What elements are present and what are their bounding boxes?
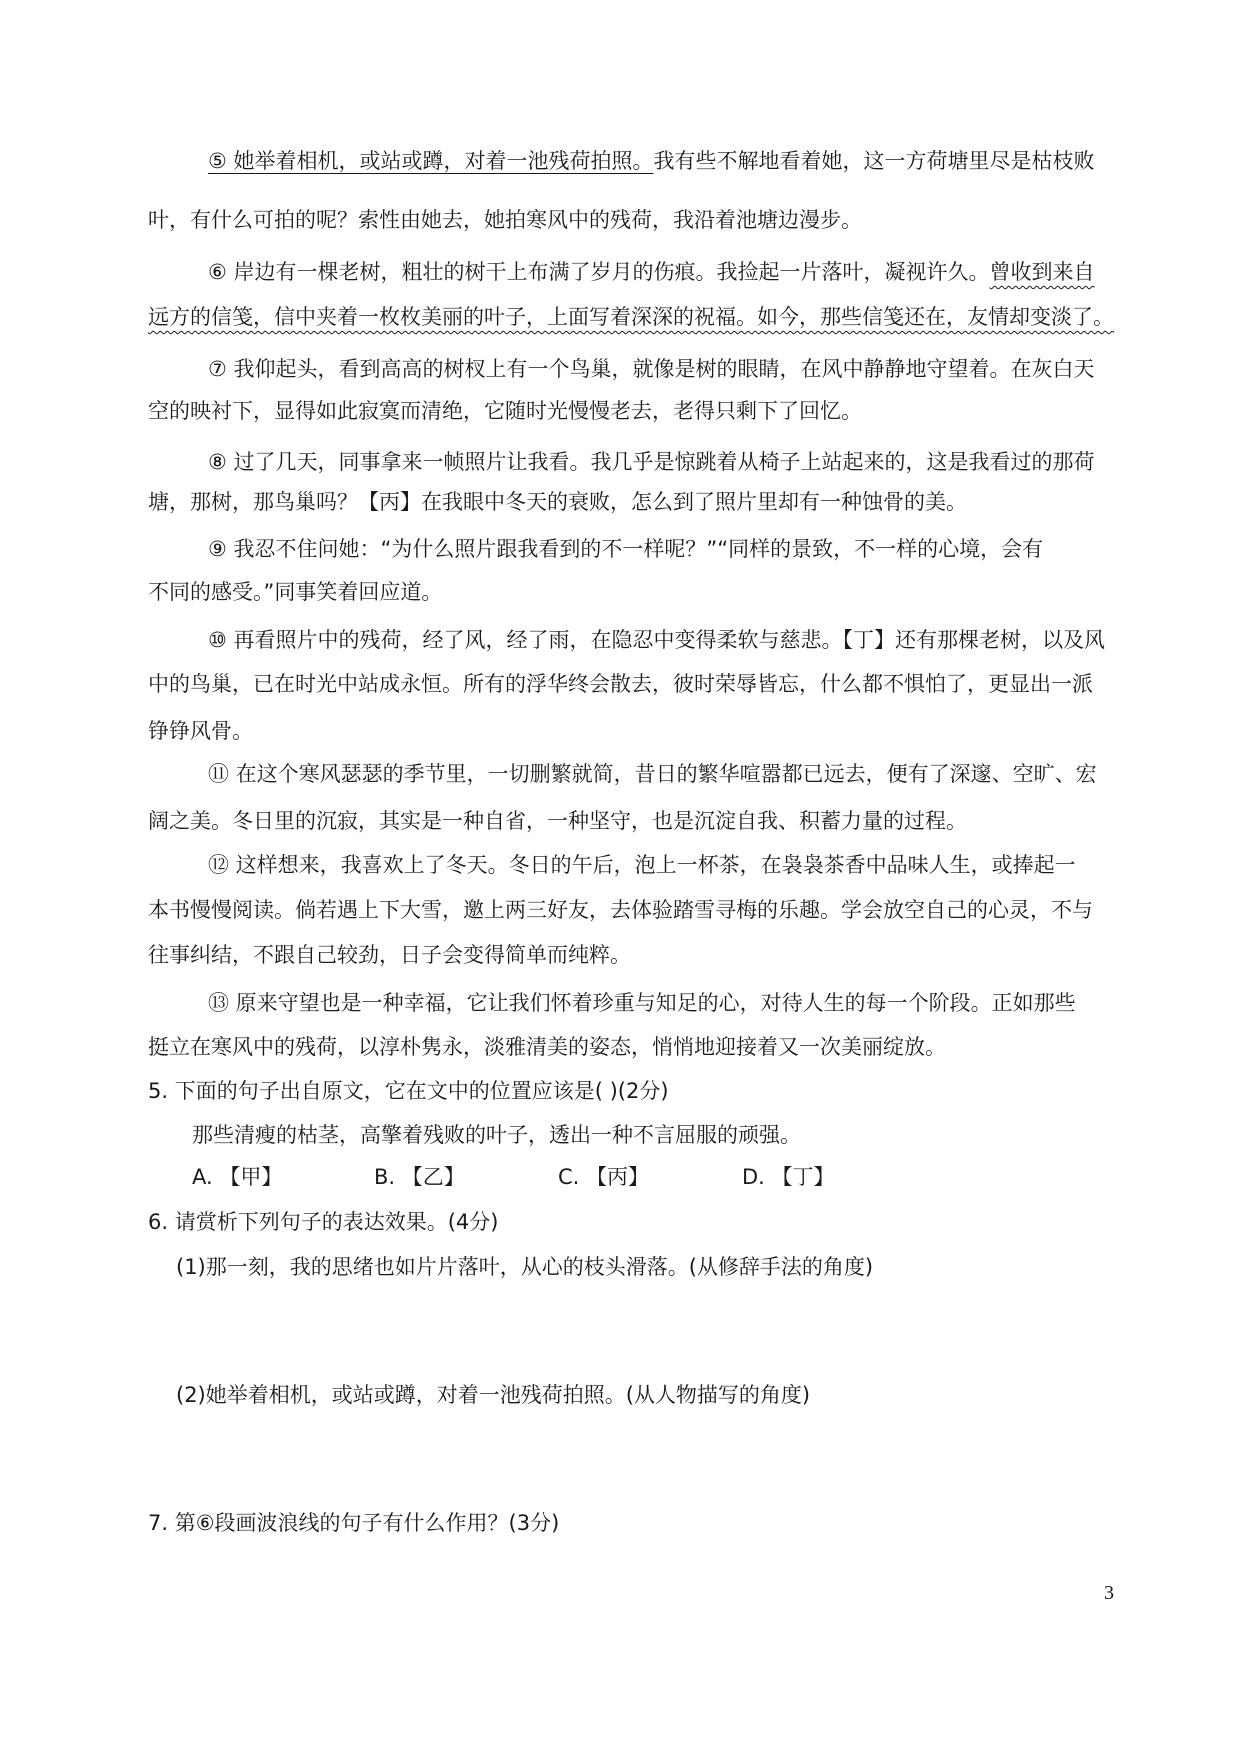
question-6-sub-2: (2)她举着相机，或站或蹲，对着一池残荷拍照。(从人物描写的角度) <box>176 1383 811 1407</box>
para-12-line-3: 往事纠结，不跟自己较劲，日子会变得简单而纯粹。 <box>148 943 631 967</box>
para-6-line-1: ⑥ 岸边有一棵老树，粗壮的树干上布满了岁月的伤痕。我捡起一片落叶，凝视许久。曾收到来自 <box>208 260 1095 284</box>
para-8-line-1: ⑧ 过了几天，同事拿来一帧照片让我看。我几乎是惊跳着从椅子上站起来的，这是我看过的那荷 <box>208 450 1095 474</box>
para-8-line-2: 塘，那树，那鸟巢吗？【丙】在我眼中冬天的衰败，怎么到了照片里却有一种蚀骨的美。 <box>148 490 967 514</box>
question-6-sub-1: (1)那一刻，我的思绪也如片片落叶，从心的枝头滑落。(从修辞手法的角度) <box>176 1255 874 1279</box>
para-10-line-2: 中的鸟巢，已在时光中站成永恒。所有的浮华终会散去，彼时荣辱皆忘，什么都不惧怕了，更显出一派 <box>148 672 1093 696</box>
para-6-line-2 <box>148 302 1114 332</box>
question-7-stem: 7. 第⑥段画波浪线的句子有什么作用？(3分) <box>148 1511 560 1535</box>
option-d: D. 【丁】 <box>742 1165 835 1189</box>
para-10-line-1: ⑩ 再看照片中的残荷，经了风，经了雨，在隐忍中变得柔软与慈悲。【丁】还有那棵老树，以及风 <box>208 628 1105 652</box>
para-10-line-3: 铮铮风骨。 <box>148 719 253 743</box>
para-7-line-2: 空的映衬下，显得如此寂寞而清绝，它随时光慢慢老去，老得只剩下了回忆。 <box>148 399 862 423</box>
wavy-sentence-part-2: 远方的信笺，信中夹着一枚枚美丽的叶子，上面写着深深的祝福。如今，那些信笺还在，友情却变淡了。 <box>148 305 1114 329</box>
option-a: A. 【甲】 <box>192 1165 283 1189</box>
para-5-line-1: ⑤ 她举着相机，或站或蹲，对着一池残荷拍照。我有些不解地看着她，这一方荷塘里尽是枯枝败 <box>208 149 1095 173</box>
para-12-line-1: ⑫ 这样想来，我喜欢上了冬天。冬日的午后，泡上一杯茶，在袅袅茶香中品味人生，或捧起一 <box>208 853 1076 877</box>
para-7-line-1: ⑦ 我仰起头，看到高高的树杈上有一个鸟巢，就像是树的眼睛，在风中静静地守望着。在灰白天 <box>208 357 1095 381</box>
question-6-stem: 6. 请赏析下列句子的表达效果。(4分) <box>148 1210 499 1234</box>
para-9-line-2: 不同的感受。”同事笑着回应道。 <box>148 580 443 604</box>
wavy-sentence-part-1: 曾收到来自 <box>989 260 1095 284</box>
para-13-line-2: 挺立在寒风中的残荷，以淳朴隽永，淡雅清美的姿态，悄悄地迎接着又一次美丽绽放。 <box>148 1035 946 1059</box>
option-c: C. 【丙】 <box>558 1165 650 1189</box>
para-11-line-2: 阔之美。冬日里的沉寂，其实是一种自省，一种坚守，也是沉淀自我、积蓄力量的过程。 <box>148 809 967 833</box>
question-5-sentence: 那些清瘦的枯茎，高擎着残败的叶子，透出一种不言屈服的顽强。 <box>192 1123 801 1147</box>
para-5-line-2: 叶，有什么可拍的呢？索性由她去，她拍寒风中的残荷，我沿着池塘边漫步。 <box>148 208 862 232</box>
para-13-line-1: ⑬ 原来守望也是一种幸福，它让我们怀着珍重与知足的心，对待人生的每一个阶段。正如那些 <box>208 991 1076 1015</box>
option-b: B. 【乙】 <box>374 1165 465 1189</box>
page-number: 3 <box>1104 1582 1114 1604</box>
para-11-line-1: ⑪ 在这个寒风瑟瑟的季节里，一切删繁就简，昔日的繁华喧嚣都已远去，便有了深邃、空旷、宏 <box>208 762 1097 786</box>
para-9-line-1: ⑨ 我忍不住问她：“为什么照片跟我看到的不一样呢？”“同样的景致，不一样的心境，会有 <box>208 537 1044 561</box>
underlined-sentence: ⑤ 她举着相机，或站或蹲，对着一池残荷拍照。 <box>208 149 654 173</box>
question-5-stem: 5. 下面的句子出自原文，它在文中的位置应该是( )(2分) <box>148 1079 669 1103</box>
para-12-line-2: 本书慢慢阅读。倘若遇上下大雪，邀上两三好友，去体验踏雪寻梅的乐趣。学会放空自己的心灵，不与 <box>148 898 1093 922</box>
